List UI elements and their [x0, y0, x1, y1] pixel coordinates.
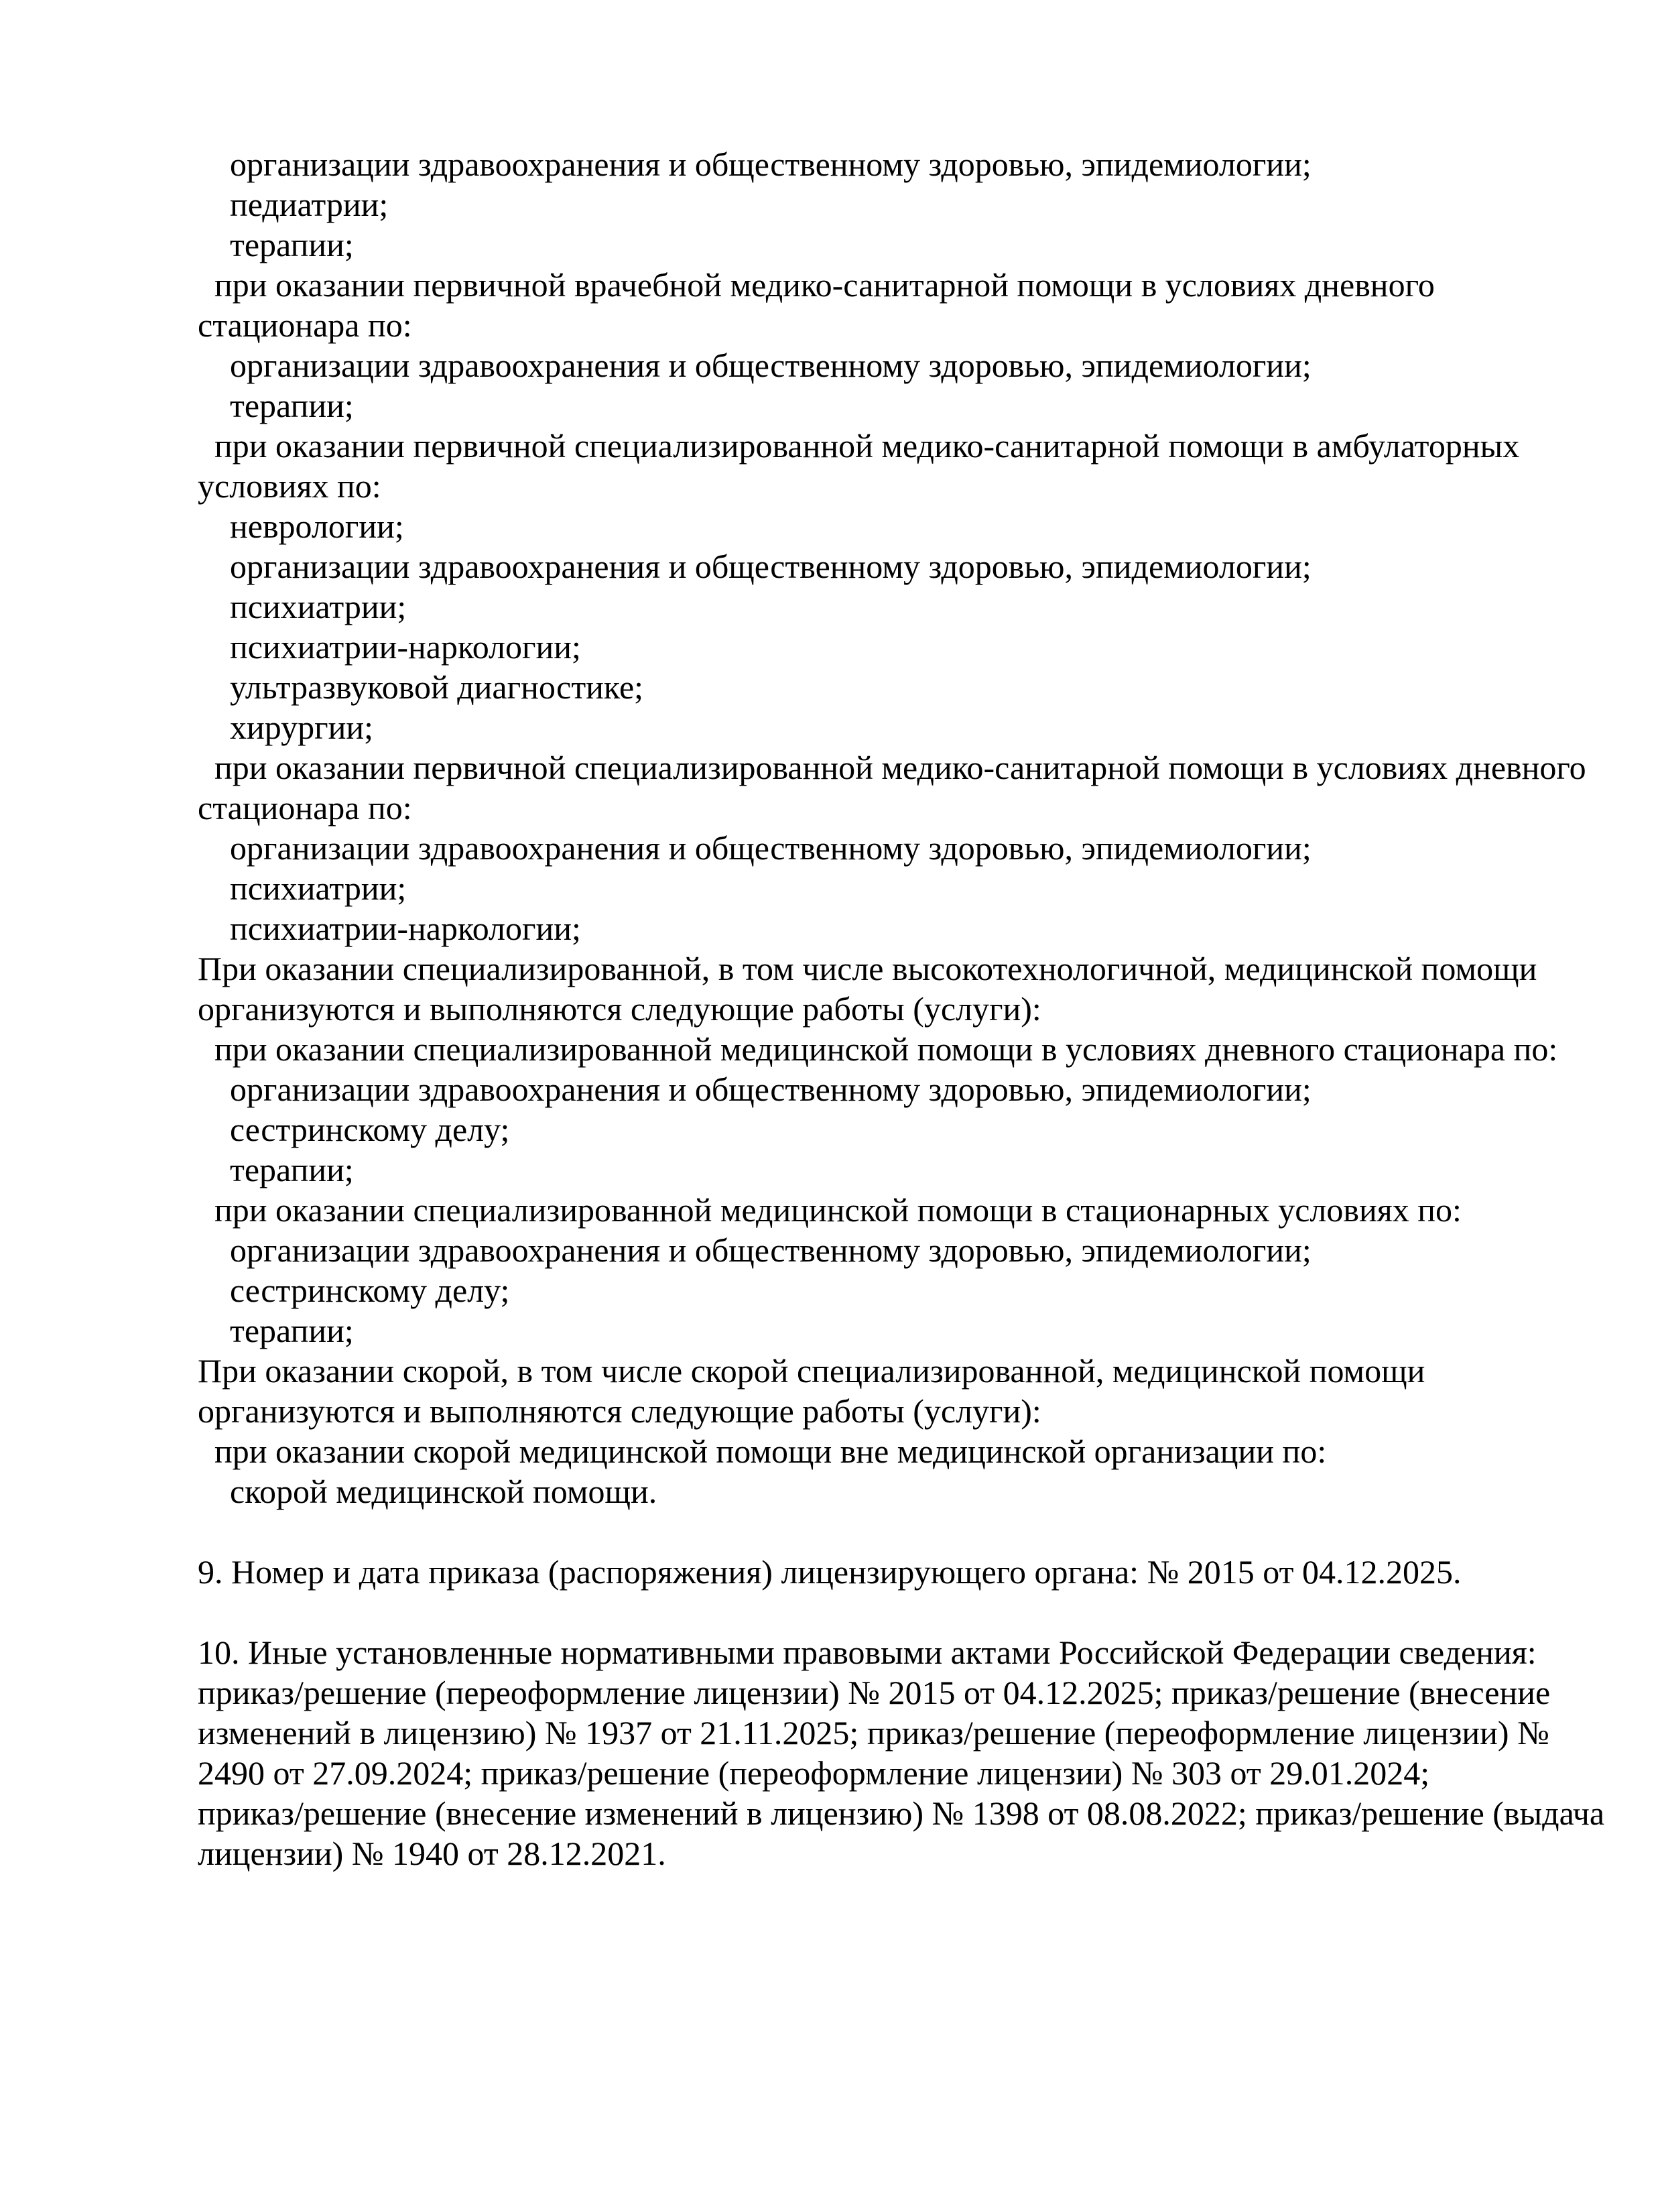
- text-line: терапии;: [230, 387, 354, 424]
- text-line: 9. Номер и дата приказа (распоряжения) лицензирующего органа: № 2015 от 04.12.2025.: [198, 1553, 1462, 1591]
- text-line: организации здравоохранения и общественному здоровью, эпидемиологии;: [230, 347, 1312, 384]
- text-line: при оказании первичной врачебной медико-санитарной помощи в условиях дневного: [214, 266, 1435, 304]
- text-line: сестринскому делу;: [230, 1272, 510, 1309]
- blank-line: [198, 1512, 1592, 1552]
- text-line: лицензии) № 1940 от 28.12.2021.: [198, 1835, 666, 1872]
- text-line: терапии;: [230, 1151, 354, 1188]
- text-line: приказ/решение (внесение изменений в лицензию) № 1398 от 08.08.2022; приказ/решение (выдача: [198, 1794, 1605, 1832]
- text-line: изменений в лицензию) № 1937 от 21.11.2025; приказ/решение (переоформление лицензии) №: [198, 1714, 1549, 1752]
- text-line: организуются и выполняются следующие работы (услуги):: [198, 990, 1041, 1028]
- text-line: при оказании специализированной медицинской помощи в условиях дневного стационара по:: [214, 1030, 1558, 1068]
- text-line: организации здравоохранения и общественному здоровью, эпидемиологии;: [230, 1231, 1312, 1269]
- text-line: при оказании первичной специализированной медико-санитарной помощи в амбулаторных: [214, 427, 1520, 465]
- text-line: 10. Иные установленные нормативными правовыми актами Российской Федерации сведения:: [198, 1634, 1537, 1671]
- text-line: психиатрии;: [230, 869, 407, 907]
- text-line: неврологии;: [230, 507, 404, 545]
- text-line: организуются и выполняются следующие работы (услуги):: [198, 1392, 1041, 1430]
- text-line: условиях по:: [198, 467, 381, 505]
- text-line: психиатрии-наркологии;: [230, 628, 581, 666]
- text-line: организации здравоохранения и общественному здоровью, эпидемиологии;: [230, 548, 1312, 585]
- text-line: стационара по:: [198, 306, 412, 344]
- text-line: стационара по:: [198, 789, 412, 826]
- text-line: при оказании специализированной медицинской помощи в стационарных условиях по:: [214, 1191, 1462, 1229]
- text-line: организации здравоохранения и общественному здоровью, эпидемиологии;: [230, 145, 1312, 183]
- text-line: организации здравоохранения и общественному здоровью, эпидемиологии;: [230, 1070, 1312, 1108]
- text-line: организации здравоохранения и общественному здоровью, эпидемиологии;: [230, 829, 1312, 867]
- text-line: ультразвуковой диагностике;: [230, 668, 644, 706]
- text-line: при оказании скорой медицинской помощи вне медицинской организации по:: [214, 1432, 1327, 1470]
- text-line: при оказании первичной специализированной медико-санитарной помощи в условиях дневного: [214, 749, 1586, 786]
- text-line: При оказании специализированной, в том числе высокотехнологичной, медицинской помощи: [198, 950, 1537, 987]
- text-line: психиатрии-наркологии;: [230, 910, 581, 947]
- text-line: психиатрии;: [230, 588, 407, 625]
- document-text-block: [198, 144, 1605, 1873]
- text-line: 2490 от 27.09.2024; приказ/решение (переоформление лицензии) № 303 от 29.01.2024;: [198, 1754, 1430, 1792]
- text-line: терапии;: [230, 226, 354, 263]
- text-line: сестринскому делу;: [230, 1111, 510, 1148]
- text-line: приказ/решение (переоформление лицензии) № 2015 от 04.12.2025; приказ/решение (внесение: [198, 1674, 1551, 1711]
- text-line: хирургии;: [230, 709, 374, 746]
- text-line: скорой медицинской помощи.: [230, 1473, 657, 1510]
- text-line: педиатрии;: [230, 186, 389, 223]
- blank-line: [198, 1592, 1592, 1632]
- text-line: терапии;: [230, 1312, 354, 1349]
- text-line: При оказании скорой, в том числе скорой специализированной, медицинской помощи: [198, 1352, 1425, 1390]
